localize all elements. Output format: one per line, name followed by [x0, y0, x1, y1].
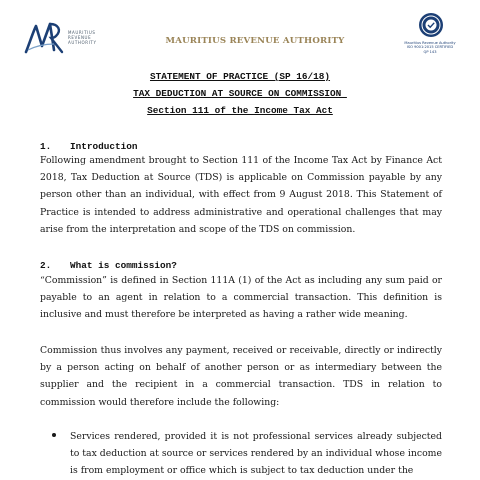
mra-logo-tagline: MAURITIUS REVENUE AUTHORITY — [68, 30, 97, 45]
list-item-text: Services rendered, provided it is not professional services already subjected to tax deduction at source or services rendered by an individual whose income is from employment or office which is subject to tax deduction under the — [70, 431, 442, 477]
document-title-block — [0, 68, 480, 119]
statement-title: STATEMENT OF PRACTICE (SP 16/18) — [149, 71, 331, 82]
section-number: 1. — [40, 141, 52, 152]
section-title: What is commission? — [70, 260, 177, 271]
mra-logo-mark-icon — [24, 20, 68, 56]
certification-seal-icon — [418, 12, 444, 38]
statement-subject: TAX DEDUCTION AT SOURCE ON COMMISSION — [133, 88, 347, 99]
seal-caption: Mauritius Revenue Authority ISO 9001:2015 CERTIFIED QP 143 — [404, 41, 456, 54]
commission-definition-paragraph: “Commission” is defined in Section 111A (1) of the Act as including any sum paid or payable to an agent in relation to a commercial transaction. This definition is inclusive and must therefore be interpreted as having a rather wide meaning. — [40, 275, 442, 321]
section-title: Introduction — [70, 141, 138, 152]
section-heading-introduction — [40, 141, 138, 152]
section-heading-what-is-commission — [40, 260, 177, 271]
section-number: 2. — [40, 260, 52, 271]
mra-logo — [24, 20, 114, 60]
statement-section-reference: Section 111 of the Income Tax Act — [147, 105, 333, 116]
document-header — [0, 0, 480, 70]
commission-scope-paragraph: Commission thus involves any payment, received or receivable, directly or indirectly by a person acting on behalf of another person or as intermediary between the supplier and the recipient in a commercial transaction. TDS in relation to commission would therefore include the following: — [40, 345, 442, 408]
bullet-icon — [52, 433, 56, 437]
introduction-paragraph: Following amendment brought to Section 111 of the Income Tax Act by Finance Act 2018, Tax Deduction at Source (TDS) is applicable on Commission payable by any person other than an individual, with effect from 9 August 2018. This Statement of Practice is intended to address administrative and operational challenges that may arise from the interpretation and scope of the TDS on commission. — [40, 155, 442, 235]
iso-certification-seal — [402, 12, 458, 66]
authority-name: MAURITIUS REVENUE AUTHORITY — [165, 36, 345, 46]
